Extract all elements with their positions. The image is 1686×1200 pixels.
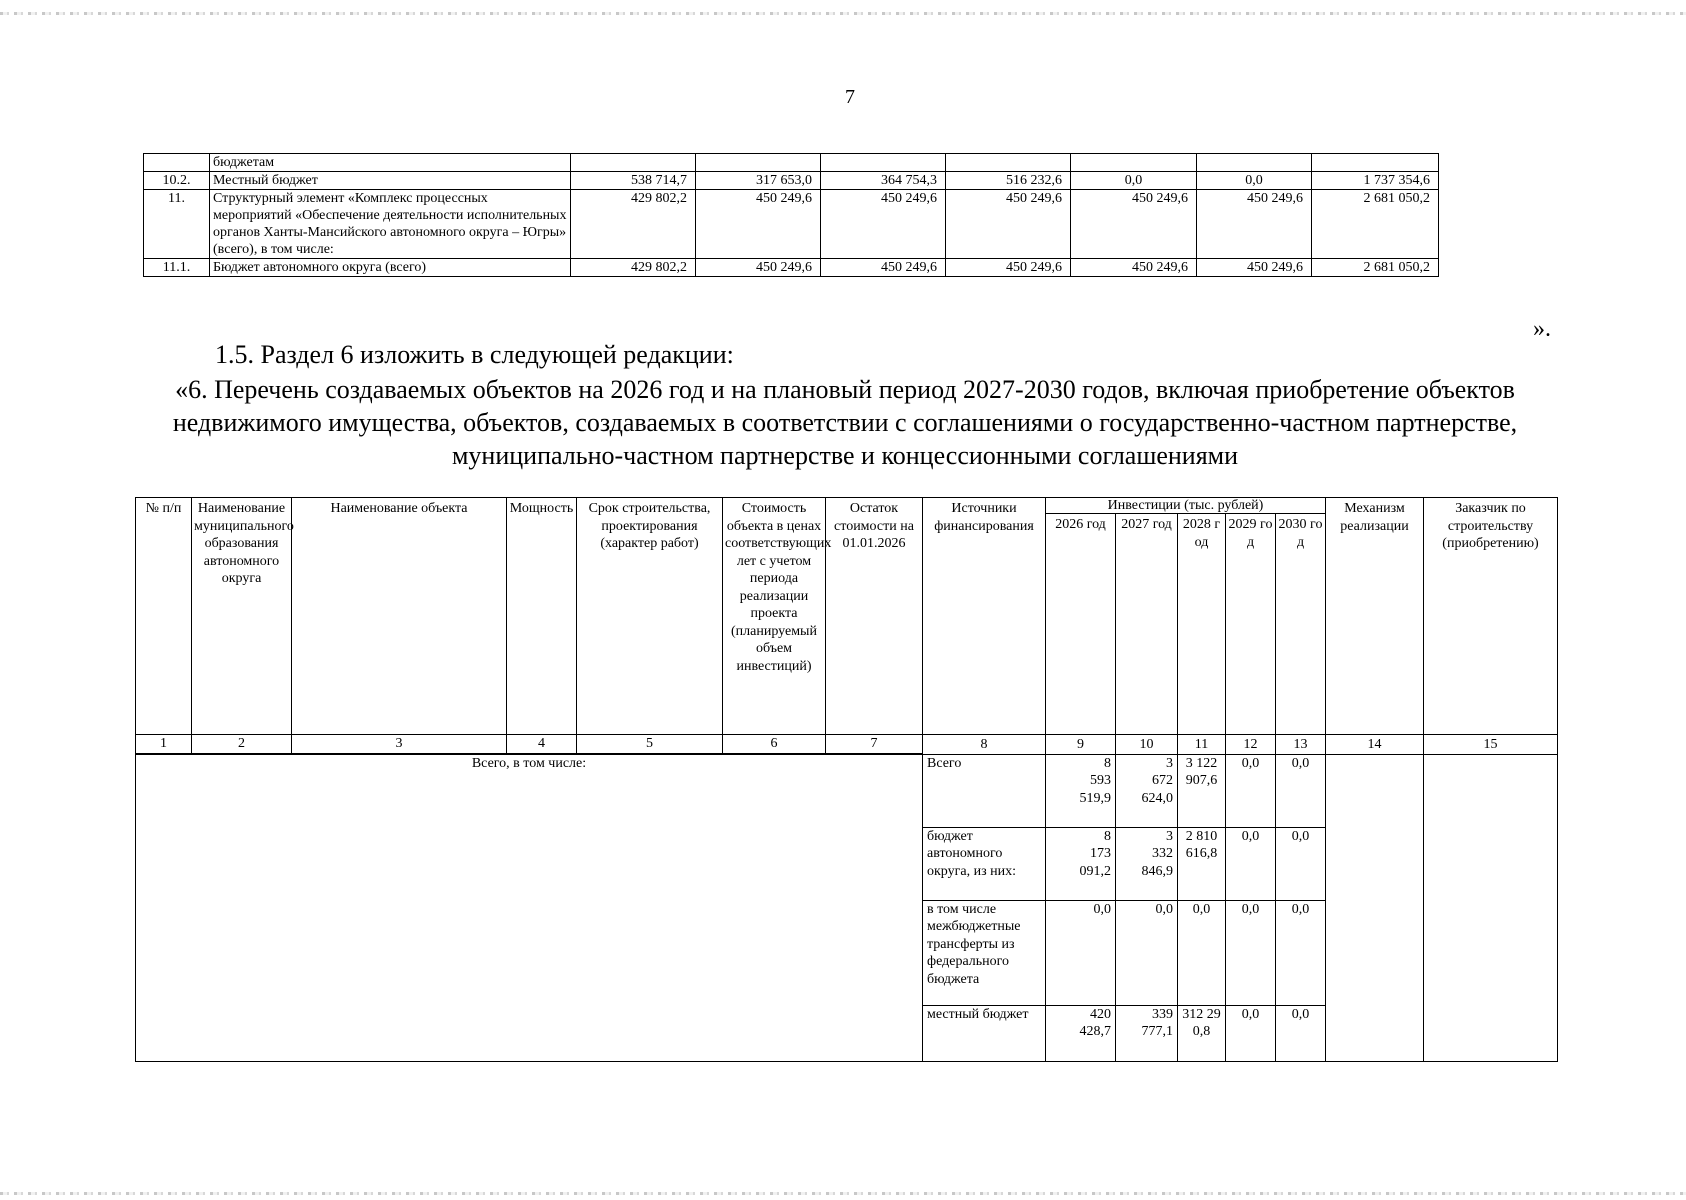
cell-value: 450 249,6 <box>696 259 821 277</box>
total-label: Всего, в том числе: <box>136 754 923 1061</box>
cell-value: 0,0 <box>1071 172 1197 190</box>
cell-2026: 0,0 <box>1046 900 1116 1005</box>
section-title: «6. Перечень создаваемых объектов на 2026 год и на плановый период 2027-2030 годов, включая приобретение объектов недвижимого имущества, объектов, создаваемых в соответствии с соглашениями о государственно-частном партнерстве, муниципально-частном партнерстве и концессионными соглашениями <box>172 375 1518 470</box>
column-number: 9 <box>1046 735 1116 755</box>
source-name: местный бюджет <box>923 1005 1046 1061</box>
cell-customer <box>1424 754 1558 1061</box>
source-name: бюджет автономного округа, из них: <box>923 827 1046 900</box>
cell-2029: 0,0 <box>1226 1005 1276 1061</box>
cell-value: 538 714,7 <box>571 172 696 190</box>
cell-2030: 0,0 <box>1276 827 1326 900</box>
cell-2028: 2 810 616,8 <box>1178 827 1226 900</box>
column-number: 4 <box>507 735 577 755</box>
column-number: 2 <box>192 735 292 755</box>
cell-2028: 3 122 907,6 <box>1178 754 1226 827</box>
header-municipality: Наименование муниципального образования автономного округа <box>192 498 292 735</box>
cell-2029: 0,0 <box>1226 900 1276 1005</box>
header-year-2029: 2029 год <box>1226 514 1276 735</box>
row-name: Бюджет автономного округа (всего) <box>210 259 571 277</box>
table-row <box>136 754 1558 827</box>
header-term: Срок строительства, проектирования (характер работ) <box>577 498 723 735</box>
cell-value: 429 802,2 <box>571 259 696 277</box>
cell-2029: 0,0 <box>1226 754 1276 827</box>
row-number <box>144 154 210 172</box>
header-customer: Заказчик по строительству (приобретению) <box>1424 498 1558 735</box>
cell-value: 450 249,6 <box>1071 259 1197 277</box>
cell-total: 1 737 354,6 <box>1312 172 1439 190</box>
previous-table <box>143 153 1439 277</box>
column-number: 6 <box>723 735 826 755</box>
cell-value <box>946 154 1071 172</box>
cell-value <box>1071 154 1197 172</box>
closing-quote: ». <box>1533 316 1551 342</box>
section-instruction: 1.5. Раздел 6 изложить в следующей редакции: <box>215 340 734 369</box>
source-name: Всего <box>923 754 1046 827</box>
header-cost: Стоимость объекта в ценах соответствующих лет с учетом периода реализации проекта (планируемый объем инвестиций) <box>723 498 826 735</box>
cell-2030: 0,0 <box>1276 900 1326 1005</box>
header-object: Наименование объекта <box>292 498 507 735</box>
cell-value: 0,0 <box>1197 172 1312 190</box>
cell-value: 364 754,3 <box>821 172 946 190</box>
cell-2030: 0,0 <box>1276 754 1326 827</box>
row-name: Структурный элемент «Комплекс процессных мероприятий «Обеспечение деятельности исполнительных органов Ханты-Мансийского автономного округа – Югры» (всего), в том числе: <box>210 190 571 259</box>
cell-value: 516 232,6 <box>946 172 1071 190</box>
scan-edge-top <box>0 12 1686 15</box>
row-number: 11. <box>144 190 210 259</box>
table-row <box>144 190 1439 259</box>
header-sources: Источники финансирования <box>923 498 1046 735</box>
header-year-2026: 2026 год <box>1046 514 1116 735</box>
row-name: бюджетам <box>210 154 571 172</box>
column-number: 12 <box>1226 735 1276 755</box>
header-capacity: Мощность <box>507 498 577 735</box>
cell-value <box>571 154 696 172</box>
cell-2030: 0,0 <box>1276 1005 1326 1061</box>
cell-total: 2 681 050,2 <box>1312 259 1439 277</box>
cell-2027: 339 777,1 <box>1116 1005 1178 1061</box>
cell-value: 450 249,6 <box>946 259 1071 277</box>
cell-2026: 420 428,7 <box>1046 1005 1116 1061</box>
cell-value: 450 249,6 <box>821 259 946 277</box>
objects-table <box>135 497 1558 1062</box>
source-name: в том числе межбюджетные трансферты из федерального бюджета <box>923 900 1046 1005</box>
table-row <box>144 154 1439 172</box>
cell-value <box>696 154 821 172</box>
cell-2029: 0,0 <box>1226 827 1276 900</box>
column-number: 15 <box>1424 735 1558 755</box>
column-number: 3 <box>292 735 507 755</box>
cell-mechanism <box>1326 754 1424 1061</box>
cell-value: 450 249,6 <box>946 190 1071 259</box>
column-number: 10 <box>1116 735 1178 755</box>
cell-2028: 312 290,8 <box>1178 1005 1226 1061</box>
column-number: 11 <box>1178 735 1226 755</box>
row-number: 10.2. <box>144 172 210 190</box>
table-row <box>144 172 1439 190</box>
column-number: 1 <box>136 735 192 755</box>
header-year-2028: 2028 год <box>1178 514 1226 735</box>
header-no: № п/п <box>136 498 192 735</box>
cell-2027: 0,0 <box>1116 900 1178 1005</box>
cell-value: 450 249,6 <box>821 190 946 259</box>
header-year-2027: 2027 год <box>1116 514 1178 735</box>
column-number: 13 <box>1276 735 1326 755</box>
cell-value: 429 802,2 <box>571 190 696 259</box>
header-year-2030: 2030 год <box>1276 514 1326 735</box>
cell-2027: 3 672 624,0 <box>1116 754 1178 827</box>
cell-2026: 8 173 091,2 <box>1046 827 1116 900</box>
column-number: 8 <box>923 735 1046 755</box>
cell-2028: 0,0 <box>1178 900 1226 1005</box>
cell-2026: 8 593 519,9 <box>1046 754 1116 827</box>
cell-value: 450 249,6 <box>1197 190 1312 259</box>
column-number-row <box>136 735 1558 755</box>
header-remainder: Остаток стоимости на 01.01.2026 <box>826 498 923 735</box>
cell-value: 450 249,6 <box>696 190 821 259</box>
cell-value <box>1197 154 1312 172</box>
header-mechanism: Механизм реализации <box>1326 498 1424 735</box>
header-row <box>136 498 1558 514</box>
row-name: Местный бюджет <box>210 172 571 190</box>
table-row <box>144 259 1439 277</box>
column-number: 14 <box>1326 735 1424 755</box>
cell-total: 2 681 050,2 <box>1312 190 1439 259</box>
column-number: 5 <box>577 735 723 755</box>
cell-2027: 3 332 846,9 <box>1116 827 1178 900</box>
row-number: 11.1. <box>144 259 210 277</box>
page-number: 7 <box>845 86 855 108</box>
header-investments: Инвестиции (тыс. рублей) <box>1046 498 1326 514</box>
cell-total <box>1312 154 1439 172</box>
scan-edge-bottom <box>0 1192 1686 1195</box>
cell-value <box>821 154 946 172</box>
cell-value: 317 653,0 <box>696 172 821 190</box>
column-number: 7 <box>826 735 923 755</box>
cell-value: 450 249,6 <box>1197 259 1312 277</box>
cell-value: 450 249,6 <box>1071 190 1197 259</box>
